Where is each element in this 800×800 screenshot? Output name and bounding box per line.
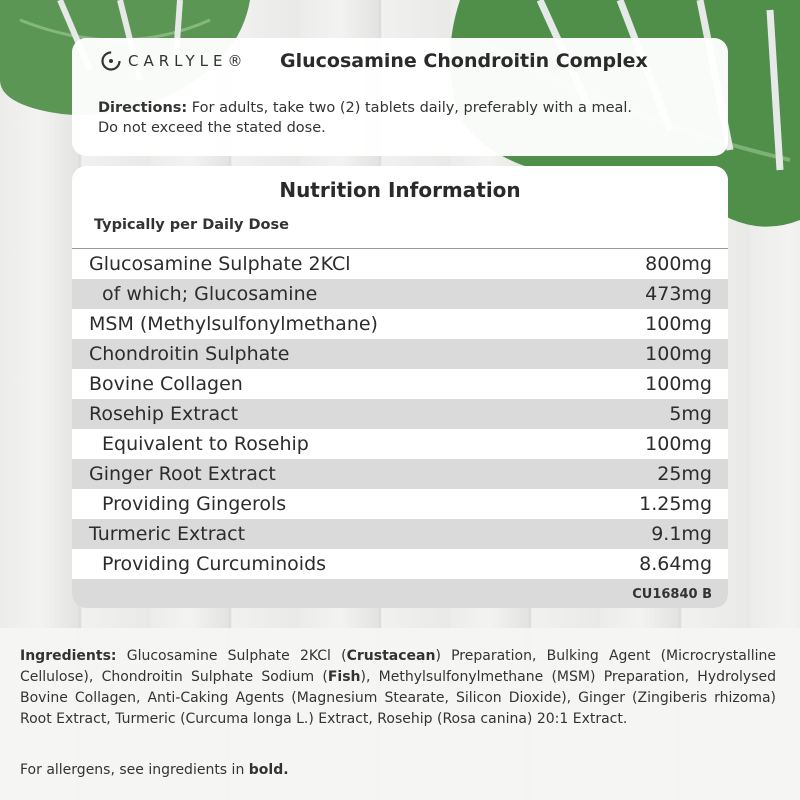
row-name: Ginger Root Extract — [89, 463, 276, 485]
row-amount: 100mg — [645, 433, 712, 455]
ingredients-panel — [0, 628, 800, 800]
brand — [100, 50, 248, 72]
table-row — [72, 429, 728, 459]
table-row — [72, 369, 728, 399]
row-name: Turmeric Extract — [89, 523, 246, 545]
carlyle-circle-logo-icon — [100, 50, 122, 72]
row-amount: 25mg — [657, 463, 712, 485]
row-name: Providing Curcuminoids — [102, 553, 327, 575]
row-amount: 5mg — [669, 403, 712, 425]
table-row — [72, 309, 728, 339]
nutrition-card — [72, 166, 728, 608]
table-row — [72, 459, 728, 489]
allergen-note-text: For allergens, see ingredients in — [20, 762, 249, 778]
table-row — [72, 519, 728, 549]
directions-label: Directions: — [98, 100, 188, 116]
table-row — [72, 489, 728, 519]
table-row — [72, 399, 728, 429]
product-code: CU16840 B — [632, 586, 712, 602]
row-amount: 473mg — [645, 283, 712, 305]
directions-text — [98, 98, 708, 138]
row-name: of which; Glucosamine — [102, 283, 318, 305]
row-amount: 800mg — [645, 253, 712, 275]
nutrition-table — [72, 248, 728, 608]
product-code-row — [72, 579, 728, 608]
ingredients-text — [20, 646, 776, 730]
row-amount: 9.1mg — [651, 523, 712, 545]
allergen-note — [20, 762, 289, 778]
row-amount: 100mg — [645, 313, 712, 335]
row-name: Equivalent to Rosehip — [102, 433, 309, 455]
table-row — [72, 339, 728, 369]
row-amount: 1.25mg — [639, 493, 712, 515]
allergen-crustacean: Crustacean — [346, 648, 436, 664]
row-name: Glucosamine Sulphate 2KCl — [89, 253, 351, 275]
directions-line2: Do not exceed the stated dose. — [98, 120, 326, 136]
ingredients-part: Glucosamine Sulphate 2KCl ( — [116, 648, 347, 664]
product-title: Glucosamine Chondroitin Complex — [280, 50, 648, 72]
allergen-fish: Fish — [327, 669, 361, 685]
brand-name: CARLYLE® — [128, 52, 248, 70]
directions-line1: For adults, take two (2) tablets daily, preferably with a meal. — [187, 100, 633, 116]
row-name: Rosehip Extract — [89, 403, 239, 425]
table-row — [72, 279, 728, 309]
header-card — [72, 38, 728, 156]
ingredients-part: ) Preparation, Bulking Agent (Microcrystalline Cellulose), Chondroitin Sulphate Sodium ( — [20, 648, 776, 685]
nutrition-title: Nutrition Information — [279, 178, 521, 202]
table-row — [72, 549, 728, 579]
row-amount: 8.64mg — [639, 553, 712, 575]
table-row — [72, 249, 728, 279]
row-name: Bovine Collagen — [89, 373, 243, 395]
row-amount: 100mg — [645, 343, 712, 365]
row-amount: 100mg — [645, 373, 712, 395]
ingredients-label: Ingredients: — [20, 648, 117, 664]
row-name: Providing Gingerols — [102, 493, 287, 515]
row-name: MSM (Methylsulfonylmethane) — [89, 313, 378, 335]
ingredients-part: ), Methylsulfonylmethane (MSM) Preparation, Hydrolysed Bovine Collagen, Anti-Caking Agents (Magnesium Stearate, Silicon Dioxide), Ginger (Zingiberis rhizoma) Root Extract, Turmeric (Curcuma longa L.) Extract, Rosehip (Rosa canina) 20:1 Extract. — [20, 669, 776, 727]
nutrition-subtitle: Typically per Daily Dose — [94, 217, 289, 233]
allergen-note-bold: bold. — [248, 762, 289, 778]
row-name: Chondroitin Sulphate — [89, 343, 290, 365]
